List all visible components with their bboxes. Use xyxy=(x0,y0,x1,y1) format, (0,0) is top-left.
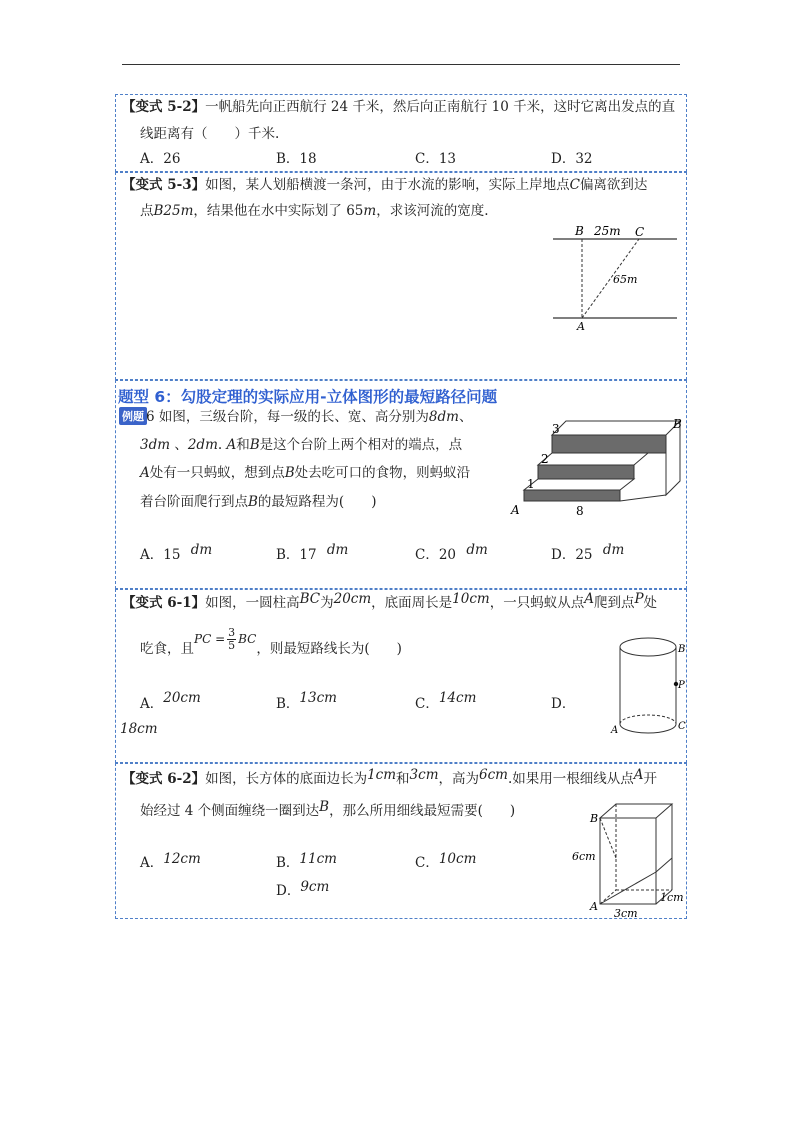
cylinder-label-a: A xyxy=(611,725,619,736)
q53-tag: 【变式 5-3】 xyxy=(122,177,206,193)
q62-option-b-val: 11cm xyxy=(299,851,337,867)
stairs-label-b: B xyxy=(673,417,682,431)
example-text2c: 和 xyxy=(236,437,250,453)
example-line4 xyxy=(140,493,376,511)
example-var-a2: A xyxy=(140,465,150,481)
example-var-b2: B xyxy=(284,465,295,481)
q61-text2a: 吃食，且 xyxy=(140,641,194,657)
cuboid-front xyxy=(600,818,656,904)
q61-option-d: D． xyxy=(551,696,576,712)
q61-option-c xyxy=(415,690,477,713)
cuboid-label-a: A xyxy=(590,900,598,913)
stairs-figure xyxy=(508,413,688,521)
example-text3b: 处去吃可口的食物，则蚂蚁沿 xyxy=(294,465,471,481)
cuboid-label-b: B xyxy=(590,812,599,825)
q62-text2a: 始经过 4 个侧面缠绕一圈到达 xyxy=(140,803,320,819)
q53-var-m: m xyxy=(363,203,377,219)
example-text1b: 、 xyxy=(458,409,473,425)
cuboid-string-hidden xyxy=(600,818,616,858)
example-option-c xyxy=(415,542,488,564)
q61-text1e: 爬到点 xyxy=(593,595,635,611)
river-label-c: C xyxy=(635,225,645,239)
q62-line1 xyxy=(122,767,657,788)
example-var-b3: B xyxy=(248,494,258,510)
q61-option-a-label: A． xyxy=(140,696,164,712)
example-option-d xyxy=(551,542,625,564)
q61-fraction-den: 5 xyxy=(228,639,236,652)
q62-var-3cm: 3cm xyxy=(409,767,439,783)
example-text3a: 处有一只蚂蚁，想到点 xyxy=(149,465,285,481)
q53-var-c: C xyxy=(569,177,580,193)
q52-option-b: B．18 xyxy=(276,151,317,167)
river-label-a: A xyxy=(577,320,585,333)
cylinder-figure xyxy=(608,630,688,742)
q61-line2 xyxy=(140,626,402,666)
q53-text1a: 如图，某人划船横渡一条河，由于水流的影响，实际上岸地点 xyxy=(205,177,570,193)
question-box-6-1 xyxy=(115,589,687,763)
q53-text1b: 偏离欲到达 xyxy=(579,177,648,193)
stairs-riser-3 xyxy=(552,435,666,453)
cylinder-top xyxy=(620,638,676,656)
q61-tag: 【变式 6-1】 xyxy=(122,595,206,611)
river-label-25m: 25m xyxy=(594,224,621,238)
q61-formula-lhs: PC = xyxy=(194,632,226,646)
example-option-b-label: B．17 xyxy=(276,547,317,563)
q61-text1b: 为 xyxy=(320,595,334,611)
q52-option-a: A．26 xyxy=(140,151,181,167)
q61-line1 xyxy=(122,591,658,612)
q62-var-a: A xyxy=(633,767,644,783)
river-figure xyxy=(545,222,685,334)
section-heading: 题型 6：勾股定理的实际应用-立体图形的最短路径问题 xyxy=(118,388,498,406)
example-option-c-label: C．20 xyxy=(415,547,457,563)
example-var-b: B xyxy=(249,437,260,453)
q62-text1d: .如果用一根细线从点 xyxy=(507,771,634,787)
cylinder-bottom-front xyxy=(620,724,676,733)
q62-option-b xyxy=(276,851,337,872)
q62-option-d-val: 9cm xyxy=(300,879,330,895)
example-option-d-label: D．25 xyxy=(551,547,593,563)
q62-option-d xyxy=(276,879,330,900)
q62-option-a xyxy=(140,851,201,872)
q61-text1d: ，一只蚂蚁从点 xyxy=(489,595,585,611)
q61-option-a-val: 20cm xyxy=(163,690,201,706)
q61-var-10cm: 10cm xyxy=(452,591,490,607)
stairs-label-2: 2 xyxy=(541,452,549,466)
q53-var-b25m: B25m xyxy=(153,203,194,219)
q62-var-1cm: 1cm xyxy=(367,767,397,783)
q61-var-p: P xyxy=(634,591,644,607)
q61-text2b: ，则最短路线长为( ) xyxy=(256,641,402,657)
stairs-top-1 xyxy=(524,479,634,490)
example-option-b xyxy=(276,542,349,564)
q61-option-b-val: 13cm xyxy=(299,690,337,706)
example-line3 xyxy=(140,464,470,482)
example-text4b: 的最短路程为( ) xyxy=(257,494,377,510)
q62-option-d-label: D． xyxy=(276,883,301,899)
example-var-8dm: 8dm xyxy=(428,409,459,425)
q62-option-a-val: 12cm xyxy=(163,851,201,867)
cylinder-label-b: B xyxy=(678,644,686,655)
stairs-label-8: 8 xyxy=(576,504,584,518)
q62-option-b-label: B． xyxy=(276,855,300,871)
q62-var-b: B xyxy=(319,799,330,815)
cuboid-label-6cm: 6cm xyxy=(572,850,596,863)
cuboid-figure xyxy=(570,796,686,920)
q62-text1b: 和 xyxy=(396,771,410,787)
river-label-65m: 65m xyxy=(613,273,638,286)
cuboid-label-1cm: 1cm xyxy=(660,891,684,904)
stairs-label-3: 3 xyxy=(552,422,560,436)
stairs-label-a: A xyxy=(511,503,520,517)
q53-line1 xyxy=(122,176,647,194)
q61-option-d-val: 18cm xyxy=(120,721,158,737)
example-line1 xyxy=(146,408,472,426)
q61-text1c: ，底面周长是 xyxy=(371,595,453,611)
cuboid-label-3cm: 3cm xyxy=(614,907,638,920)
q62-tag: 【变式 6-2】 xyxy=(122,771,206,787)
example-var-2dm: 2dm xyxy=(187,437,218,453)
q61-option-c-val: 14cm xyxy=(438,690,477,706)
q62-option-c-label: C． xyxy=(415,855,439,871)
q62-option-a-label: A． xyxy=(140,855,164,871)
example-option-d-unit: dm xyxy=(602,542,625,558)
q52-line2: 线距离有（ ）千米. xyxy=(140,126,280,142)
cuboid-hidden-diag xyxy=(600,890,616,904)
cuboid-string-2 xyxy=(656,858,672,872)
q62-text1a: 如图，长方体的底面边长为 xyxy=(205,771,368,787)
q52-text1: 一帆船先向正西航行 24 千米，然后向正南航行 10 千米，这时它离出发点的直 xyxy=(205,99,676,115)
q53-text2b: ，结果他在水中实际划了 65 xyxy=(193,203,364,219)
stairs-base xyxy=(620,495,666,501)
stairs-top-3 xyxy=(552,421,680,435)
q62-line2 xyxy=(140,799,516,820)
q62-option-c xyxy=(415,851,477,872)
q61-formula xyxy=(194,622,256,656)
q62-var-6cm: 6cm xyxy=(479,767,508,783)
example-var-a: A xyxy=(226,437,237,453)
example-text1a: 6 如图，三级台阶，每一级的长、宽、高分别为 xyxy=(146,409,429,425)
example-var-3dm: 3dm xyxy=(140,437,171,453)
cylinder-bottom-back xyxy=(620,715,676,724)
cylinder-label-c: C xyxy=(678,721,686,732)
q53-line2 xyxy=(140,202,489,220)
cuboid-top xyxy=(600,804,672,818)
q61-formula-rhs: BC xyxy=(238,632,257,646)
river-label-b: B xyxy=(575,224,584,238)
q62-text1c: ，高为 xyxy=(438,771,479,787)
q52-option-d: D．32 xyxy=(551,151,593,167)
example-option-c-unit: dm xyxy=(466,542,488,558)
stairs-label-1: 1 xyxy=(527,477,535,491)
q61-fraction-num: 3 xyxy=(228,626,236,639)
example-text2d: 是这个台阶上两个相对的端点，点 xyxy=(259,437,463,453)
cylinder-label-p: P xyxy=(678,680,685,691)
q61-var-bc: BC xyxy=(299,591,321,607)
cuboid-string-1 xyxy=(600,872,656,904)
example-option-a xyxy=(140,542,213,564)
q61-text1a: 如图，一圆柱高 xyxy=(205,595,300,611)
example-text2b: . xyxy=(217,437,223,453)
stairs-top-2 xyxy=(538,453,648,465)
q61-option-c-label: C． xyxy=(415,696,439,712)
example-option-b-unit: dm xyxy=(326,542,349,558)
q52-tag: 【变式 5-2】 xyxy=(122,99,206,115)
q61-option-b-label: B． xyxy=(276,696,300,712)
q53-text2a: 点 xyxy=(140,203,154,219)
q61-fraction xyxy=(227,627,236,652)
q62-option-c-val: 10cm xyxy=(438,851,477,867)
stairs-riser-1 xyxy=(524,490,620,501)
q61-var-20cm: 20cm xyxy=(333,591,372,607)
example-text2a: 、 xyxy=(174,437,188,453)
example-option-a-label: A．15 xyxy=(140,547,181,563)
q62-text1e: 开 xyxy=(643,771,657,787)
q52-option-c: C．13 xyxy=(415,151,457,167)
example-text4a: 着台阶面爬行到点 xyxy=(140,494,248,510)
header-rule xyxy=(122,64,680,65)
stairs-riser-2 xyxy=(538,465,634,479)
q52-line1 xyxy=(122,98,675,116)
q61-text1f: 处 xyxy=(643,595,658,611)
q61-var-a: A xyxy=(584,591,594,607)
q61-option-a xyxy=(140,690,201,713)
example-line2 xyxy=(140,436,462,454)
q61-option-b xyxy=(276,690,337,713)
q53-text2c: ，求该河流的宽度. xyxy=(376,203,489,219)
example-badge: 例题 xyxy=(119,407,147,425)
example-option-a-unit: dm xyxy=(190,542,213,558)
q62-text2b: ，那么所用细线最短需要( ) xyxy=(329,803,516,819)
